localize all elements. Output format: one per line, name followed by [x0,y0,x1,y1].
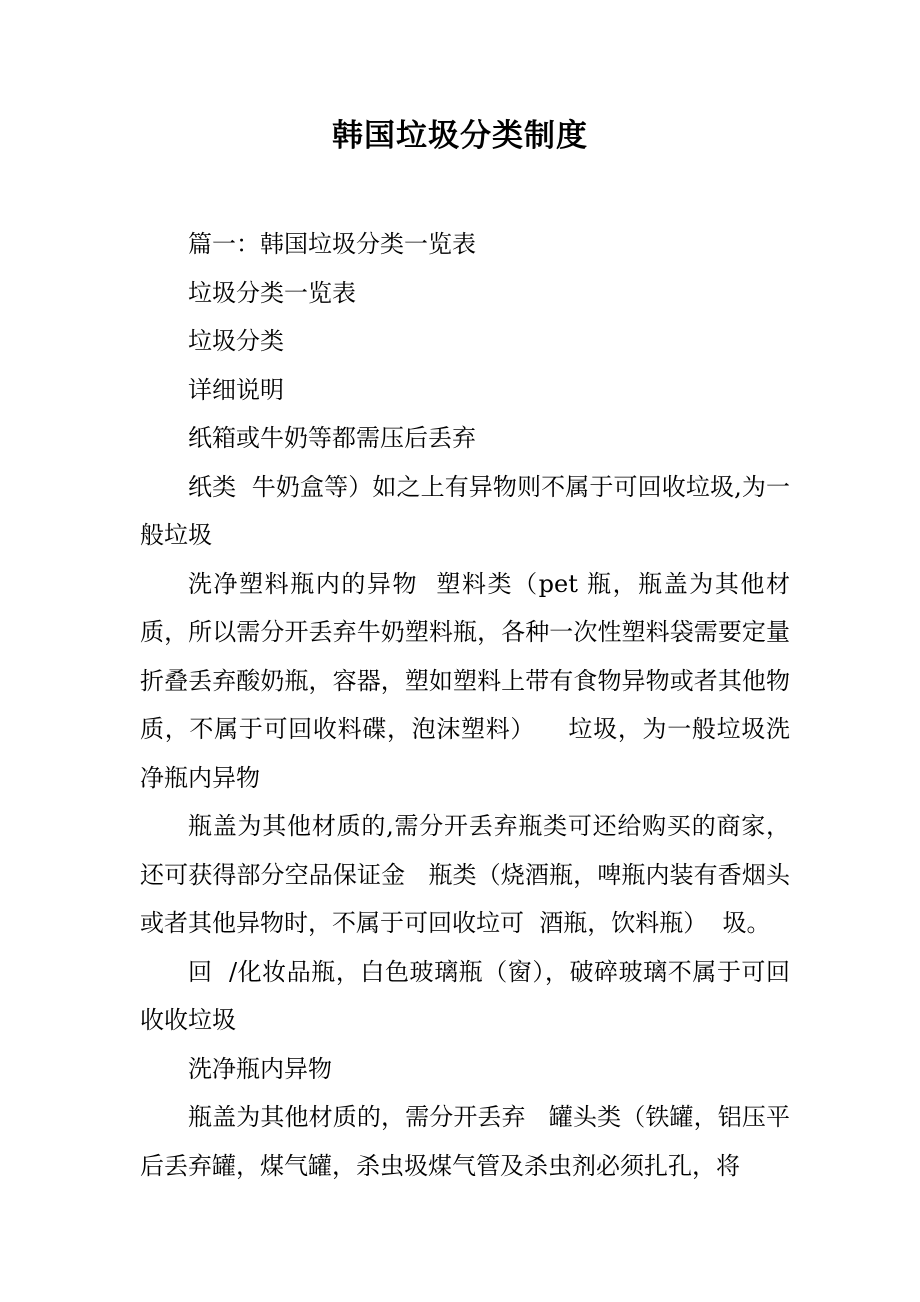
paragraph-plastic: 洗净塑料瓶内的异物 塑料类（pet 瓶，瓶盖为其他材质，所以需分开丢弃牛奶塑料瓶，各种一次性塑料袋需要定量折叠丢弃酸奶瓶，容器，塑如塑料上带有食物异物或者其他物质，不属于可回收料碟，泡沫塑料） 垃圾，为一般垃圾洗净瓶内异物 [140,569,790,792]
paragraph-paper: 纸类 牛奶盒等）如之上有异物则不属于可回收垃圾,为一般垃圾 [140,472,790,549]
paragraph-column-category: 垃圾分类 [188,327,284,355]
paragraph-section-heading: 篇一：韩国垃圾分类一览表 [188,230,476,258]
paragraph-glass: 回 /化妆品瓶，白色玻璃瓶（窗），破碎玻璃不属于可回收收垃圾 [140,957,790,1034]
paragraph-column-details: 详细说明 [188,375,284,404]
paragraph-bottles: 瓶盖为其他材质的,需分开丢弃瓶类可还给购买的商家，还可获得部分空品保证金 瓶类（烧酒瓶，啤瓶内装有香烟头或者其他异物时，不属于可回收垃可 酒瓶，饮料瓶） 圾。 [140,812,790,937]
document-title: 韩国垃圾分类制度 [332,118,588,154]
paragraph-paper-note: 纸箱或牛奶等都需压后丢弃 [188,424,476,452]
document-body [140,220,790,1190]
paragraph-cans: 瓶盖为其他材质的，需分开丢弃 罐头类（铁罐，铝压平后丢弃罐，煤气罐，杀虫圾煤气管及杀虫剂必须扎孔，将 [140,1103,790,1180]
paragraph-table-title: 垃圾分类一览表 [188,278,356,307]
paragraph-wash-bottles: 洗净瓶内异物 [188,1054,332,1083]
